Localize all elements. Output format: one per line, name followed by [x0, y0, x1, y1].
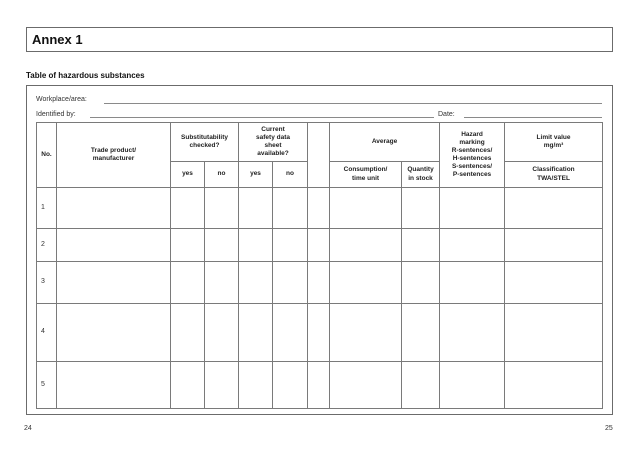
subst-yes-cell[interactable]: [171, 262, 205, 304]
blank-header-cell: [308, 123, 330, 188]
col-limit-value-header: Limit value mg/m³: [505, 123, 603, 162]
trade-cell[interactable]: [57, 362, 171, 409]
date-field[interactable]: [464, 117, 602, 118]
subst-yes-cell[interactable]: [171, 188, 205, 229]
col-no-header: No.: [37, 123, 57, 188]
blank-cell[interactable]: [308, 262, 330, 304]
col-classification-header: Classification TWA/STEL: [505, 162, 603, 188]
date-label: Date:: [438, 111, 455, 118]
safety-no-header: no: [273, 162, 308, 188]
workplace-field[interactable]: [104, 103, 602, 104]
limit-cell[interactable]: [505, 188, 603, 229]
table-row: [37, 229, 603, 262]
trade-cell[interactable]: [57, 304, 171, 362]
trade-cell[interactable]: [57, 262, 171, 304]
consumption-cell[interactable]: [330, 304, 402, 362]
safety-no-cell[interactable]: [273, 362, 308, 409]
blank-cell[interactable]: [308, 304, 330, 362]
subst-no-cell[interactable]: [205, 262, 239, 304]
col-quantity-header: Quantity in stock: [402, 162, 440, 188]
quantity-cell[interactable]: [402, 362, 440, 409]
subst-no-cell[interactable]: [205, 188, 239, 229]
header-row-top: [37, 123, 603, 162]
limit-cell[interactable]: [505, 262, 603, 304]
subst-no-header: no: [205, 162, 239, 188]
blank-cell[interactable]: [308, 229, 330, 262]
subst-yes-cell[interactable]: [171, 229, 205, 262]
subst-no-cell[interactable]: [205, 304, 239, 362]
safety-no-cell[interactable]: [273, 304, 308, 362]
table-row: [37, 262, 603, 304]
row-number: 3: [37, 262, 57, 304]
col-substitutability-header: Substitutability checked?: [171, 123, 239, 162]
safety-yes-cell[interactable]: [239, 362, 273, 409]
consumption-cell[interactable]: [330, 262, 402, 304]
table-row: [37, 188, 603, 229]
consumption-cell[interactable]: [330, 229, 402, 262]
safety-yes-cell[interactable]: [239, 262, 273, 304]
annex-title: Annex 1: [32, 32, 83, 47]
quantity-cell[interactable]: [402, 229, 440, 262]
hazard-cell[interactable]: [440, 262, 505, 304]
hazard-cell[interactable]: [440, 304, 505, 362]
blank-cell[interactable]: [308, 188, 330, 229]
row-number: 5: [37, 362, 57, 409]
consumption-cell[interactable]: [330, 188, 402, 229]
subst-no-cell[interactable]: [205, 229, 239, 262]
safety-yes-cell[interactable]: [239, 229, 273, 262]
trade-cell[interactable]: [57, 188, 171, 229]
safety-no-cell[interactable]: [273, 262, 308, 304]
quantity-cell[interactable]: [402, 188, 440, 229]
consumption-cell[interactable]: [330, 362, 402, 409]
col-hazard-marking-header: Hazard marking R-sentences/ H-sentences S-sentences/ P-sentences: [440, 123, 505, 188]
hazard-cell[interactable]: [440, 188, 505, 229]
identified-by-label: Identified by:: [36, 111, 76, 118]
row-number: 2: [37, 229, 57, 262]
workplace-label: Workplace/area:: [36, 96, 87, 103]
col-average-header: Average: [330, 123, 440, 162]
page-number-left: 24: [24, 425, 32, 432]
col-safety-sheet-header: Current safety data sheet available?: [239, 123, 308, 162]
safety-yes-cell[interactable]: [239, 304, 273, 362]
hazard-cell[interactable]: [440, 362, 505, 409]
safety-no-cell[interactable]: [273, 188, 308, 229]
subst-yes-header: yes: [171, 162, 205, 188]
col-consumption-header: Consumption/ time unit: [330, 162, 402, 188]
hazard-cell[interactable]: [440, 229, 505, 262]
limit-cell[interactable]: [505, 229, 603, 262]
subst-yes-cell[interactable]: [171, 304, 205, 362]
safety-yes-cell[interactable]: [239, 188, 273, 229]
table-caption: Table of hazardous substances: [26, 71, 145, 80]
row-number: 1: [37, 188, 57, 229]
quantity-cell[interactable]: [402, 304, 440, 362]
subst-no-cell[interactable]: [205, 362, 239, 409]
row-number: 4: [37, 304, 57, 362]
hazardous-substances-table: [36, 122, 603, 409]
page-number-right: 25: [605, 425, 613, 432]
limit-cell[interactable]: [505, 362, 603, 409]
identified-by-field[interactable]: [90, 117, 434, 118]
annex-header-box: [26, 27, 613, 52]
limit-cell[interactable]: [505, 304, 603, 362]
subst-yes-cell[interactable]: [171, 362, 205, 409]
col-trade-header: Trade product/ manufacturer: [57, 123, 171, 188]
trade-cell[interactable]: [57, 229, 171, 262]
safety-no-cell[interactable]: [273, 229, 308, 262]
safety-yes-header: yes: [239, 162, 273, 188]
table-row: [37, 362, 603, 409]
table-row: [37, 304, 603, 362]
blank-cell[interactable]: [308, 362, 330, 409]
quantity-cell[interactable]: [402, 262, 440, 304]
